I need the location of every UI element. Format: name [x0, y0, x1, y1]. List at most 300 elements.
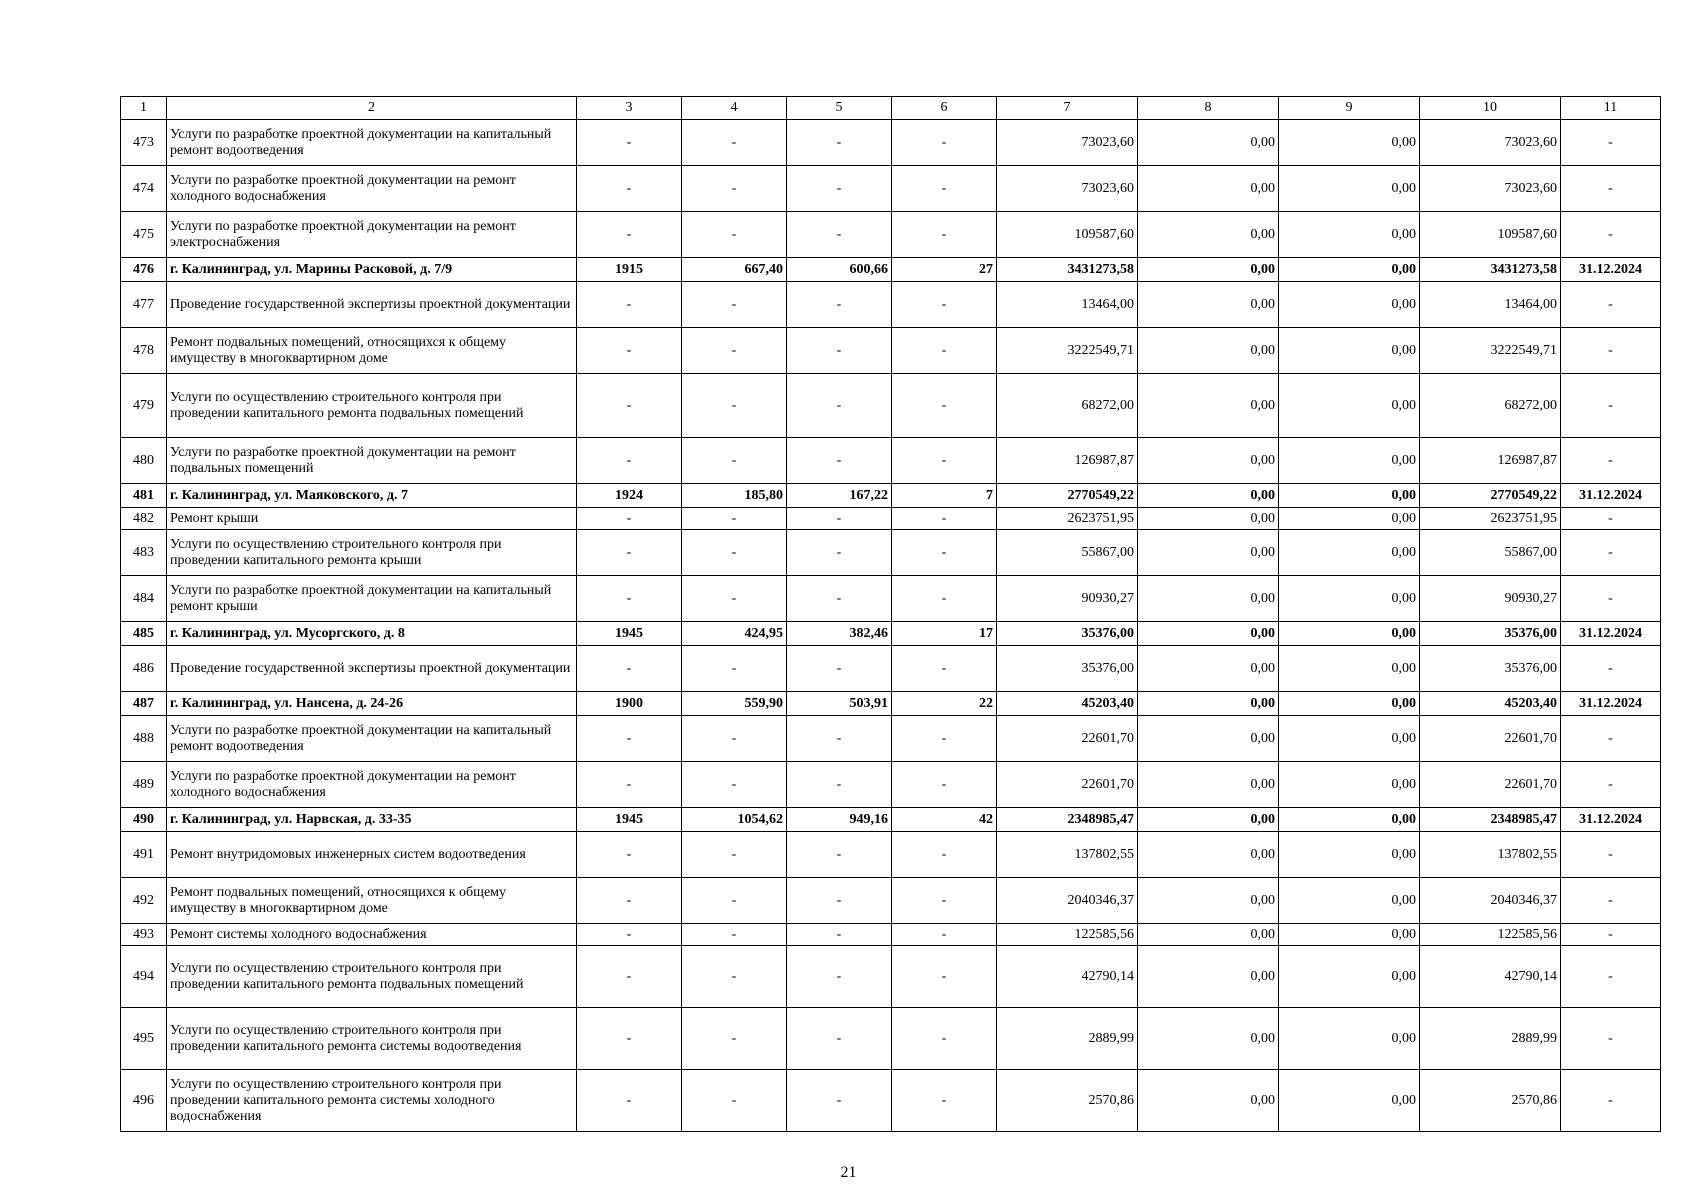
cell-col-11: - [1561, 1070, 1661, 1132]
cell-col-7: 3222549,71 [997, 328, 1138, 374]
row-description: Ремонт системы холодного водоснабжения [167, 924, 577, 946]
cell-col-7: 2348985,47 [997, 808, 1138, 832]
cell-col-4: 559,90 [682, 692, 787, 716]
cell-col-5: - [787, 530, 892, 576]
cell-col-4: - [682, 374, 787, 438]
cell-col-6: - [892, 166, 997, 212]
row-description: Услуги по осуществлению строительного контроля при проведении капитального ремонта подвальных помещений [167, 946, 577, 1008]
cell-col-4: - [682, 438, 787, 484]
table-row [121, 878, 1661, 924]
cell-col-6: - [892, 646, 997, 692]
row-description: Ремонт подвальных помещений, относящихся к общему имуществу в многоквартирном доме [167, 878, 577, 924]
cell-col-3: - [577, 212, 682, 258]
cell-col-8: 0,00 [1138, 258, 1279, 282]
cell-col-10: 3431273,58 [1420, 258, 1561, 282]
row-description: Услуги по разработке проектной документации на капитальный ремонт водоотведения [167, 716, 577, 762]
table-row [121, 946, 1661, 1008]
cell-col-7: 2623751,95 [997, 508, 1138, 530]
table-row [121, 530, 1661, 576]
row-number: 492 [121, 878, 167, 924]
cell-col-8: 0,00 [1138, 212, 1279, 258]
cell-col-11: - [1561, 328, 1661, 374]
cell-col-4: - [682, 878, 787, 924]
row-description: Ремонт подвальных помещений, относящихся к общему имуществу в многоквартирном доме [167, 328, 577, 374]
table-row [121, 924, 1661, 946]
address-row [121, 808, 1661, 832]
cell-col-6: - [892, 530, 997, 576]
cell-col-11: - [1561, 646, 1661, 692]
row-number: 475 [121, 212, 167, 258]
cell-col-8: 0,00 [1138, 692, 1279, 716]
cell-col-6: - [892, 212, 997, 258]
cell-col-9: 0,00 [1279, 576, 1420, 622]
row-description: Услуги по разработке проектной документации на ремонт холодного водоснабжения [167, 762, 577, 808]
cell-col-9: 0,00 [1279, 166, 1420, 212]
cell-col-4: - [682, 530, 787, 576]
cell-col-3: - [577, 832, 682, 878]
row-number: 474 [121, 166, 167, 212]
cell-col-9: 0,00 [1279, 282, 1420, 328]
cell-col-5: - [787, 166, 892, 212]
cell-col-11: - [1561, 1008, 1661, 1070]
table-row [121, 508, 1661, 530]
table-row [121, 120, 1661, 166]
table-header [121, 97, 1661, 120]
cell-col-4: 424,95 [682, 622, 787, 646]
cell-col-3: 1945 [577, 622, 682, 646]
row-number: 479 [121, 374, 167, 438]
cell-col-11: - [1561, 716, 1661, 762]
capital-repair-table [120, 96, 1661, 1132]
cell-col-7: 126987,87 [997, 438, 1138, 484]
cell-col-4: - [682, 508, 787, 530]
cell-col-9: 0,00 [1279, 508, 1420, 530]
cell-col-4: - [682, 762, 787, 808]
cell-col-4: - [682, 120, 787, 166]
cell-col-7: 13464,00 [997, 282, 1138, 328]
table-row [121, 374, 1661, 438]
cell-col-4: - [682, 282, 787, 328]
cell-col-11: - [1561, 762, 1661, 808]
cell-col-3: - [577, 328, 682, 374]
row-number: 494 [121, 946, 167, 1008]
cell-col-3: - [577, 924, 682, 946]
cell-col-3: - [577, 716, 682, 762]
column-header-8: 8 [1138, 97, 1279, 120]
cell-col-6: - [892, 508, 997, 530]
cell-col-6: - [892, 1008, 997, 1070]
table-row [121, 1070, 1661, 1132]
cell-col-10: 68272,00 [1420, 374, 1561, 438]
row-description: г. Калининград, ул. Марины Расковой, д. 7/9 [167, 258, 577, 282]
cell-col-6: - [892, 716, 997, 762]
row-number: 491 [121, 832, 167, 878]
cell-col-9: 0,00 [1279, 946, 1420, 1008]
row-number: 487 [121, 692, 167, 716]
cell-col-9: 0,00 [1279, 878, 1420, 924]
cell-col-11: 31.12.2024 [1561, 258, 1661, 282]
cell-col-9: 0,00 [1279, 808, 1420, 832]
cell-col-5: - [787, 878, 892, 924]
cell-col-7: 73023,60 [997, 120, 1138, 166]
cell-col-3: - [577, 508, 682, 530]
cell-col-3: - [577, 646, 682, 692]
cell-col-10: 2770549,22 [1420, 484, 1561, 508]
cell-col-7: 55867,00 [997, 530, 1138, 576]
column-header-11: 11 [1561, 97, 1661, 120]
column-header-10: 10 [1420, 97, 1561, 120]
table-row [121, 282, 1661, 328]
cell-col-9: 0,00 [1279, 924, 1420, 946]
cell-col-11: - [1561, 508, 1661, 530]
cell-col-10: 3222549,71 [1420, 328, 1561, 374]
cell-col-10: 2889,99 [1420, 1008, 1561, 1070]
cell-col-5: - [787, 924, 892, 946]
cell-col-10: 55867,00 [1420, 530, 1561, 576]
row-description: Проведение государственной экспертизы проектной документации [167, 282, 577, 328]
cell-col-5: - [787, 576, 892, 622]
cell-col-5: - [787, 328, 892, 374]
cell-col-3: - [577, 1008, 682, 1070]
cell-col-5: - [787, 716, 892, 762]
cell-col-10: 109587,60 [1420, 212, 1561, 258]
cell-col-7: 45203,40 [997, 692, 1138, 716]
cell-col-3: 1915 [577, 258, 682, 282]
row-description: Ремонт внутридомовых инженерных систем водоотведения [167, 832, 577, 878]
column-header-9: 9 [1279, 97, 1420, 120]
row-description: г. Калининград, ул. Маяковского, д. 7 [167, 484, 577, 508]
cell-col-3: 1945 [577, 808, 682, 832]
cell-col-3: - [577, 374, 682, 438]
cell-col-4: - [682, 1008, 787, 1070]
column-header-5: 5 [787, 97, 892, 120]
cell-col-6: 17 [892, 622, 997, 646]
column-header-6: 6 [892, 97, 997, 120]
cell-col-11: - [1561, 166, 1661, 212]
cell-col-10: 2040346,37 [1420, 878, 1561, 924]
cell-col-5: - [787, 438, 892, 484]
cell-col-6: 27 [892, 258, 997, 282]
cell-col-6: - [892, 282, 997, 328]
cell-col-11: - [1561, 120, 1661, 166]
cell-col-6: - [892, 120, 997, 166]
cell-col-7: 22601,70 [997, 716, 1138, 762]
address-row [121, 258, 1661, 282]
table-row [121, 328, 1661, 374]
cell-col-8: 0,00 [1138, 328, 1279, 374]
row-number: 488 [121, 716, 167, 762]
cell-col-10: 122585,56 [1420, 924, 1561, 946]
table-row [121, 1008, 1661, 1070]
cell-col-5: - [787, 832, 892, 878]
cell-col-5: - [787, 1070, 892, 1132]
cell-col-3: - [577, 438, 682, 484]
document-sheet [120, 96, 1661, 1132]
row-number: 489 [121, 762, 167, 808]
cell-col-8: 0,00 [1138, 166, 1279, 212]
cell-col-5: - [787, 946, 892, 1008]
cell-col-4: - [682, 328, 787, 374]
cell-col-3: 1900 [577, 692, 682, 716]
cell-col-11: 31.12.2024 [1561, 692, 1661, 716]
cell-col-5: 600,66 [787, 258, 892, 282]
cell-col-7: 2770549,22 [997, 484, 1138, 508]
table-row [121, 832, 1661, 878]
row-description: г. Калининград, ул. Нарвская, д. 33-35 [167, 808, 577, 832]
cell-col-4: - [682, 716, 787, 762]
cell-col-5: 167,22 [787, 484, 892, 508]
address-row [121, 484, 1661, 508]
row-number: 478 [121, 328, 167, 374]
cell-col-7: 90930,27 [997, 576, 1138, 622]
cell-col-10: 2623751,95 [1420, 508, 1561, 530]
cell-col-5: - [787, 374, 892, 438]
cell-col-10: 90930,27 [1420, 576, 1561, 622]
cell-col-7: 35376,00 [997, 646, 1138, 692]
cell-col-6: 7 [892, 484, 997, 508]
cell-col-10: 35376,00 [1420, 646, 1561, 692]
row-description: г. Калининград, ул. Нансена, д. 24-26 [167, 692, 577, 716]
cell-col-7: 137802,55 [997, 832, 1138, 878]
cell-col-6: - [892, 946, 997, 1008]
cell-col-9: 0,00 [1279, 1008, 1420, 1070]
cell-col-5: - [787, 762, 892, 808]
cell-col-3: 1924 [577, 484, 682, 508]
cell-col-11: - [1561, 282, 1661, 328]
cell-col-5: - [787, 508, 892, 530]
cell-col-11: - [1561, 212, 1661, 258]
cell-col-4: - [682, 166, 787, 212]
cell-col-9: 0,00 [1279, 692, 1420, 716]
cell-col-3: - [577, 576, 682, 622]
cell-col-10: 35376,00 [1420, 622, 1561, 646]
cell-col-3: - [577, 762, 682, 808]
cell-col-7: 42790,14 [997, 946, 1138, 1008]
row-number: 476 [121, 258, 167, 282]
cell-col-9: 0,00 [1279, 120, 1420, 166]
cell-col-11: - [1561, 946, 1661, 1008]
cell-col-3: - [577, 530, 682, 576]
cell-col-10: 2570,86 [1420, 1070, 1561, 1132]
table-row [121, 716, 1661, 762]
cell-col-6: - [892, 878, 997, 924]
column-header-4: 4 [682, 97, 787, 120]
table-row [121, 212, 1661, 258]
cell-col-8: 0,00 [1138, 374, 1279, 438]
column-header-3: 3 [577, 97, 682, 120]
cell-col-9: 0,00 [1279, 622, 1420, 646]
cell-col-8: 0,00 [1138, 576, 1279, 622]
table-row [121, 438, 1661, 484]
cell-col-10: 73023,60 [1420, 166, 1561, 212]
cell-col-5: 503,91 [787, 692, 892, 716]
header-row [121, 97, 1661, 120]
table-row [121, 646, 1661, 692]
cell-col-4: - [682, 946, 787, 1008]
row-number: 477 [121, 282, 167, 328]
cell-col-8: 0,00 [1138, 508, 1279, 530]
cell-col-11: - [1561, 438, 1661, 484]
column-header-7: 7 [997, 97, 1138, 120]
cell-col-4: - [682, 646, 787, 692]
cell-col-10: 42790,14 [1420, 946, 1561, 1008]
cell-col-4: 1054,62 [682, 808, 787, 832]
cell-col-9: 0,00 [1279, 716, 1420, 762]
cell-col-4: 667,40 [682, 258, 787, 282]
cell-col-10: 45203,40 [1420, 692, 1561, 716]
cell-col-7: 2570,86 [997, 1070, 1138, 1132]
cell-col-11: 31.12.2024 [1561, 808, 1661, 832]
cell-col-6: - [892, 374, 997, 438]
cell-col-8: 0,00 [1138, 924, 1279, 946]
cell-col-8: 0,00 [1138, 622, 1279, 646]
cell-col-10: 126987,87 [1420, 438, 1561, 484]
cell-col-3: - [577, 120, 682, 166]
cell-col-6: - [892, 328, 997, 374]
cell-col-6: - [892, 438, 997, 484]
cell-col-8: 0,00 [1138, 646, 1279, 692]
row-description: Услуги по разработке проектной документации на ремонт подвальных помещений [167, 438, 577, 484]
row-description: Ремонт крыши [167, 508, 577, 530]
cell-col-9: 0,00 [1279, 832, 1420, 878]
row-description: Услуги по осуществлению строительного контроля при проведении капитального ремонта системы холодного водоснабжения [167, 1070, 577, 1132]
cell-col-7: 2040346,37 [997, 878, 1138, 924]
cell-col-8: 0,00 [1138, 832, 1279, 878]
page-number: 21 [840, 1164, 857, 1181]
table-body [121, 120, 1661, 1132]
row-number: 486 [121, 646, 167, 692]
row-description: Услуги по разработке проектной документации на капитальный ремонт водоотведения [167, 120, 577, 166]
cell-col-8: 0,00 [1138, 282, 1279, 328]
cell-col-9: 0,00 [1279, 258, 1420, 282]
cell-col-8: 0,00 [1138, 762, 1279, 808]
cell-col-8: 0,00 [1138, 530, 1279, 576]
cell-col-4: - [682, 576, 787, 622]
cell-col-8: 0,00 [1138, 946, 1279, 1008]
cell-col-10: 73023,60 [1420, 120, 1561, 166]
cell-col-10: 2348985,47 [1420, 808, 1561, 832]
cell-col-7: 3431273,58 [997, 258, 1138, 282]
table-row [121, 762, 1661, 808]
cell-col-9: 0,00 [1279, 646, 1420, 692]
row-description: Услуги по осуществлению строительного контроля при проведении капитального ремонта крыши [167, 530, 577, 576]
cell-col-10: 137802,55 [1420, 832, 1561, 878]
row-number: 483 [121, 530, 167, 576]
cell-col-8: 0,00 [1138, 1008, 1279, 1070]
cell-col-3: - [577, 1070, 682, 1132]
cell-col-8: 0,00 [1138, 120, 1279, 166]
cell-col-11: 31.12.2024 [1561, 484, 1661, 508]
cell-col-11: - [1561, 576, 1661, 622]
row-number: 482 [121, 508, 167, 530]
row-description: Услуги по разработке проектной документации на ремонт холодного водоснабжения [167, 166, 577, 212]
cell-col-10: 22601,70 [1420, 716, 1561, 762]
table-row [121, 576, 1661, 622]
address-row [121, 622, 1661, 646]
cell-col-7: 68272,00 [997, 374, 1138, 438]
row-number: 495 [121, 1008, 167, 1070]
cell-col-5: - [787, 120, 892, 166]
cell-col-6: - [892, 924, 997, 946]
cell-col-9: 0,00 [1279, 212, 1420, 258]
cell-col-10: 13464,00 [1420, 282, 1561, 328]
row-description: Услуги по осуществлению строительного контроля при проведении капитального ремонта подвальных помещений [167, 374, 577, 438]
cell-col-11: 31.12.2024 [1561, 622, 1661, 646]
cell-col-8: 0,00 [1138, 438, 1279, 484]
row-number: 480 [121, 438, 167, 484]
cell-col-11: - [1561, 924, 1661, 946]
cell-col-9: 0,00 [1279, 1070, 1420, 1132]
cell-col-6: - [892, 762, 997, 808]
row-number: 481 [121, 484, 167, 508]
cell-col-8: 0,00 [1138, 878, 1279, 924]
row-description: Услуги по осуществлению строительного контроля при проведении капитального ремонта системы водоотведения [167, 1008, 577, 1070]
cell-col-11: - [1561, 374, 1661, 438]
row-description: Услуги по разработке проектной документации на капитальный ремонт крыши [167, 576, 577, 622]
cell-col-7: 122585,56 [997, 924, 1138, 946]
cell-col-9: 0,00 [1279, 438, 1420, 484]
cell-col-3: - [577, 946, 682, 1008]
cell-col-10: 22601,70 [1420, 762, 1561, 808]
row-description: Проведение государственной экспертизы проектной документации [167, 646, 577, 692]
cell-col-5: 382,46 [787, 622, 892, 646]
row-number: 490 [121, 808, 167, 832]
cell-col-4: - [682, 832, 787, 878]
cell-col-5: - [787, 282, 892, 328]
cell-col-3: - [577, 166, 682, 212]
cell-col-8: 0,00 [1138, 808, 1279, 832]
cell-col-11: - [1561, 530, 1661, 576]
cell-col-4: - [682, 924, 787, 946]
cell-col-9: 0,00 [1279, 762, 1420, 808]
row-number: 484 [121, 576, 167, 622]
row-number: 473 [121, 120, 167, 166]
table-row [121, 166, 1661, 212]
cell-col-8: 0,00 [1138, 1070, 1279, 1132]
cell-col-7: 73023,60 [997, 166, 1138, 212]
cell-col-7: 35376,00 [997, 622, 1138, 646]
cell-col-9: 0,00 [1279, 328, 1420, 374]
cell-col-9: 0,00 [1279, 484, 1420, 508]
cell-col-5: 949,16 [787, 808, 892, 832]
row-number: 493 [121, 924, 167, 946]
row-description: Услуги по разработке проектной документации на ремонт электроснабжения [167, 212, 577, 258]
cell-col-9: 0,00 [1279, 374, 1420, 438]
cell-col-11: - [1561, 878, 1661, 924]
cell-col-5: - [787, 1008, 892, 1070]
cell-col-4: - [682, 212, 787, 258]
address-row [121, 692, 1661, 716]
cell-col-9: 0,00 [1279, 530, 1420, 576]
cell-col-7: 109587,60 [997, 212, 1138, 258]
cell-col-6: 42 [892, 808, 997, 832]
cell-col-5: - [787, 646, 892, 692]
cell-col-7: 2889,99 [997, 1008, 1138, 1070]
row-number: 496 [121, 1070, 167, 1132]
cell-col-6: 22 [892, 692, 997, 716]
cell-col-3: - [577, 878, 682, 924]
cell-col-4: 185,80 [682, 484, 787, 508]
cell-col-6: - [892, 1070, 997, 1132]
cell-col-3: - [577, 282, 682, 328]
cell-col-11: - [1561, 832, 1661, 878]
cell-col-5: - [787, 212, 892, 258]
cell-col-4: - [682, 1070, 787, 1132]
cell-col-8: 0,00 [1138, 716, 1279, 762]
column-header-1: 1 [121, 97, 167, 120]
column-header-2: 2 [167, 97, 577, 120]
cell-col-6: - [892, 832, 997, 878]
